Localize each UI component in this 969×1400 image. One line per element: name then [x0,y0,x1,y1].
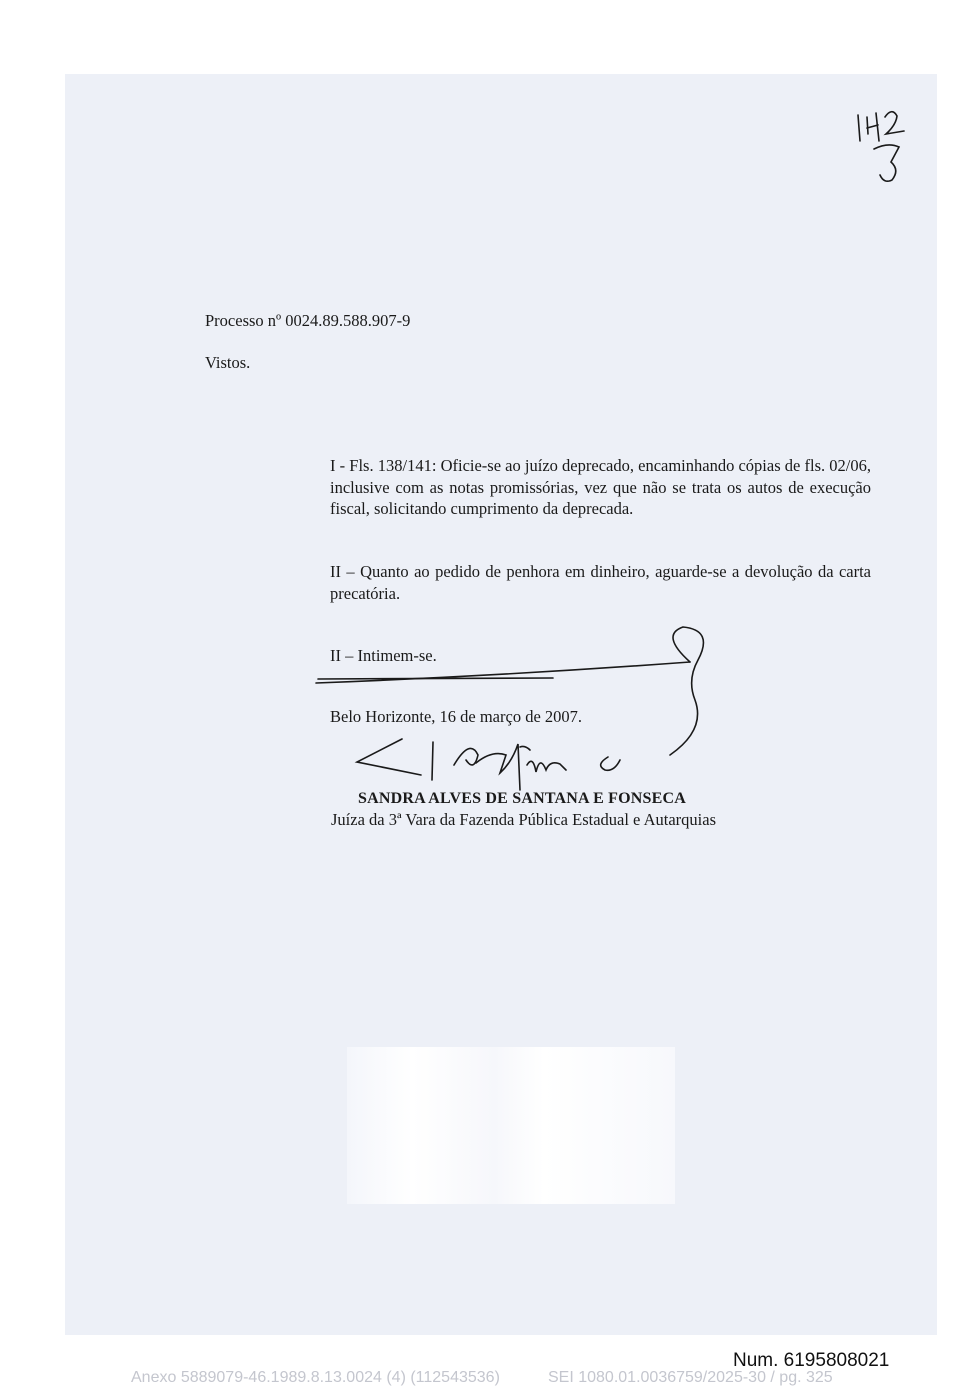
signer-name: SANDRA ALVES DE SANTANA E FONSECA [358,790,687,807]
paragraph-2: II – Quanto ao pedido de penhora em dinheiro, aguarde-se a devolução da carta precatória. [330,562,871,603]
process-number: Processo nº 0024.89.588.907-9 [205,311,411,330]
signer-title: Juíza da 3ª Vara da Fazenda Pública Estadual e Autarquias [331,810,716,829]
opening-word: Vistos. [205,353,251,372]
paragraph-3: II – Intimem-se. [330,646,437,665]
document-number: Num. 6195808021 [733,1350,890,1371]
sei-reference: SEI 1080.01.0036759/2025-30 / pg. 325 [548,1369,833,1386]
annex-reference: Anexo 5889079-46.1989.8.13.0024 (4) (112543536) [131,1369,500,1386]
whiteout-patch [347,1047,675,1204]
paragraph-1: I - Fls. 138/141: Oficie-se ao juízo deprecado, encaminhando cópias de fls. 02/06, inclusive com as notas promissórias, vez que não se trata os autos de execução fiscal, solicitando cumprimento da deprecada. [330,456,871,518]
place-and-date: Belo Horizonte, 16 de março de 2007. [330,707,583,726]
